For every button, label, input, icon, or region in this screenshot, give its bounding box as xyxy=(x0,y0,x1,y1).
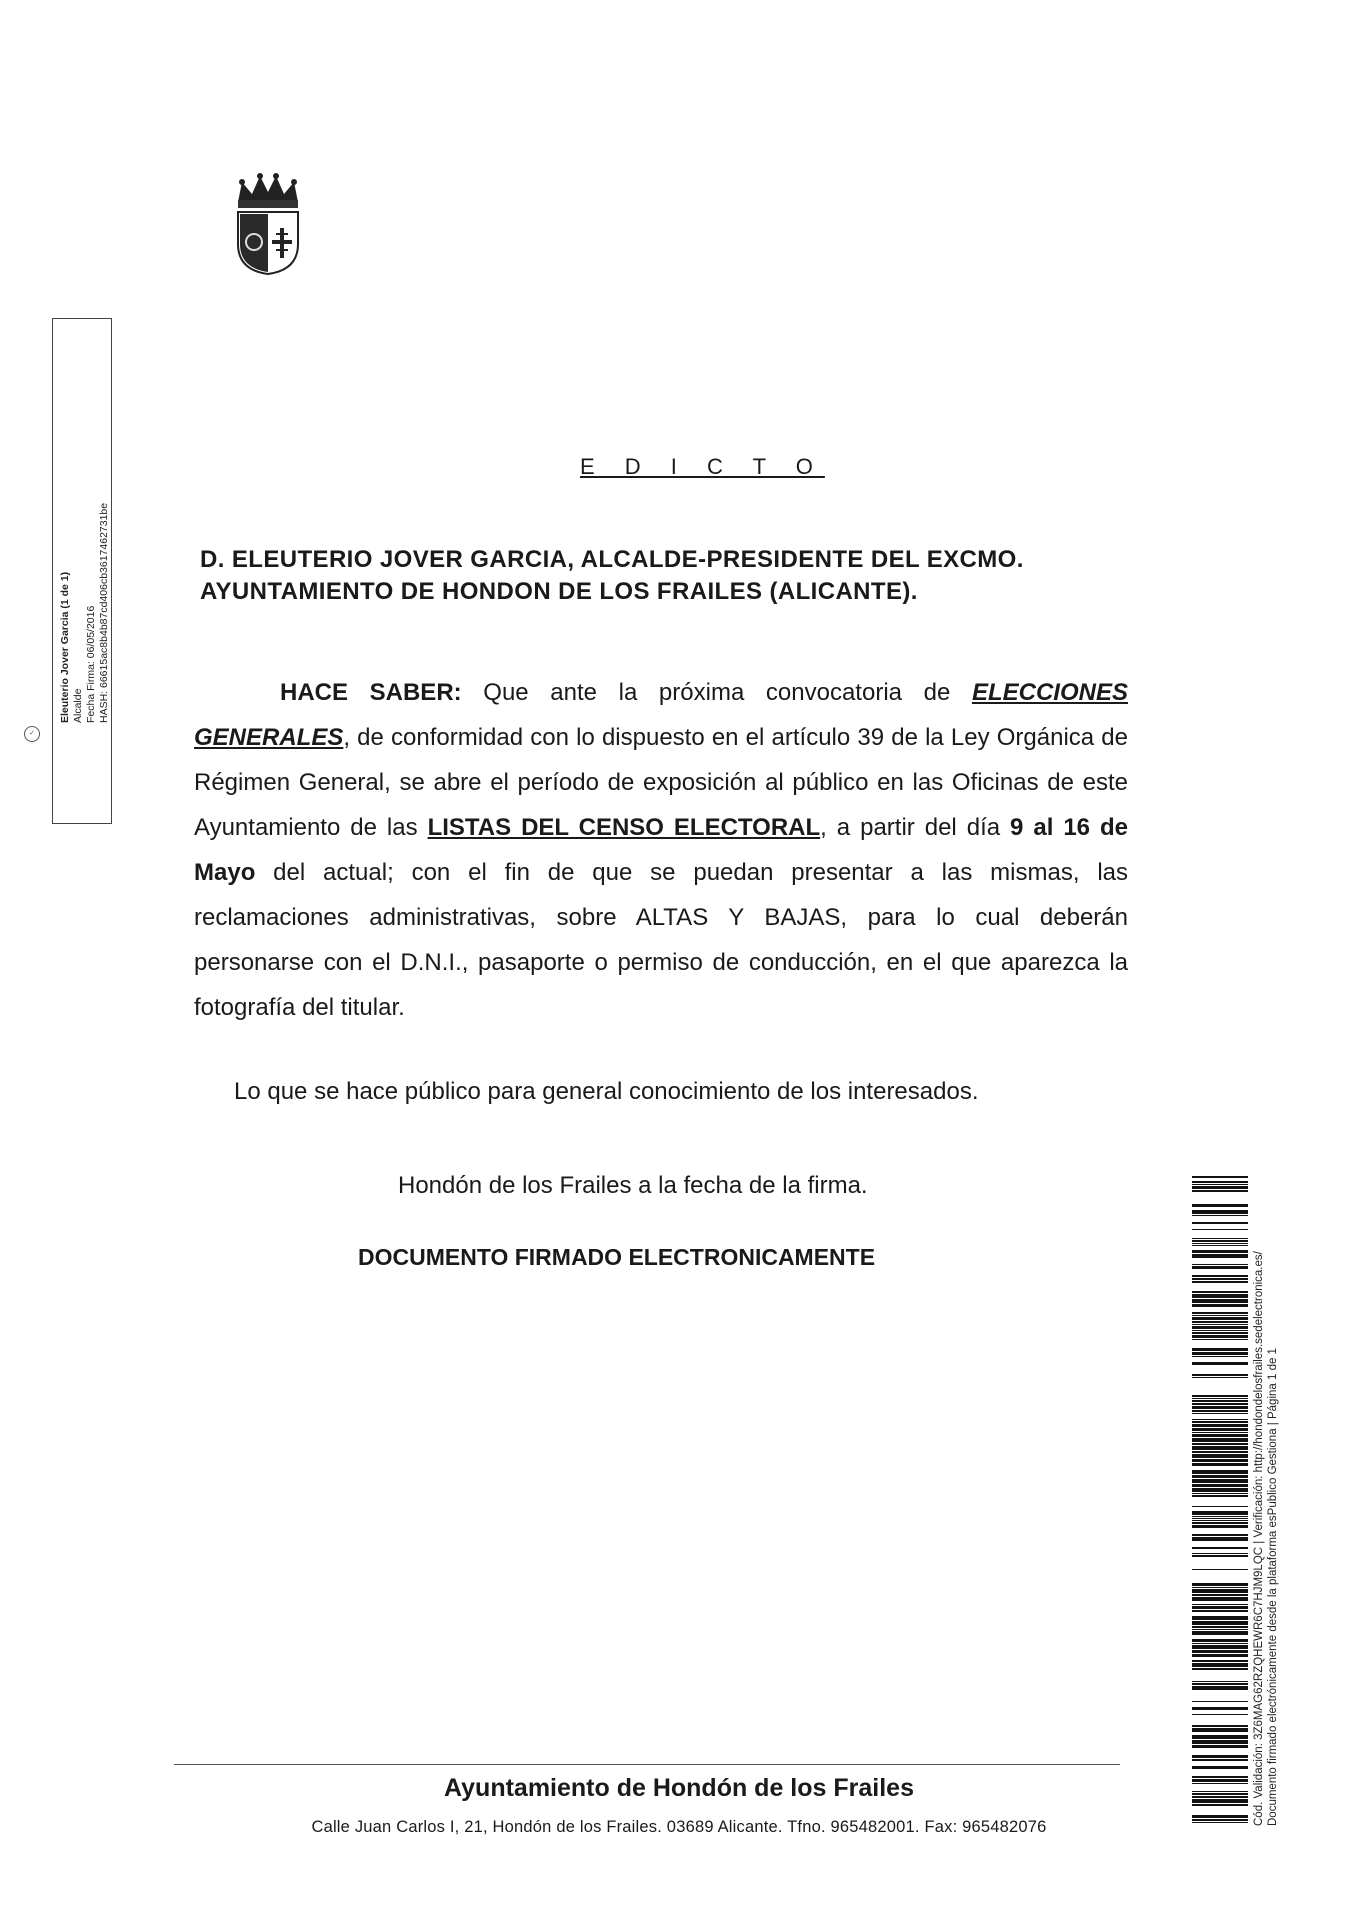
validation-line-2: Documento firmado electrónicamente desde la plataforma esPublico Gestiona | Página 1 de 1 xyxy=(1267,1348,1279,1826)
signer-name: Eleuterio Jover Garcia (1 de 1) xyxy=(59,571,71,723)
issuer-heading xyxy=(200,544,1130,608)
signature-date: Fecha Firma: 06/05/2016 xyxy=(85,605,97,723)
signed-note: DOCUMENTO FIRMADO ELECTRONICAMENTE xyxy=(358,1244,876,1270)
closing-text: Lo que se hace público para general conocimiento de los interesados. xyxy=(234,1078,979,1105)
body-elections: ELECCIONES GENERALES xyxy=(194,679,1128,751)
barcode-image xyxy=(1192,1176,1248,1826)
validation-text xyxy=(1252,1176,1292,1826)
municipal-crest-logo xyxy=(232,172,304,276)
edict-body xyxy=(194,670,1128,1030)
body-lists: LISTAS DEL CENSO ELECTORAL xyxy=(427,814,821,841)
body-text-2: , de conformidad con lo dispuesto en el artículo 39 de la Ley Orgánica de Régimen General, se abre el período de exposición al público en las Oficinas de este Ayuntamiento de las xyxy=(194,724,1128,841)
page-title: E D I C T O xyxy=(580,454,825,479)
footer-address: Calle Juan Carlos I, 21, Hondón de los Frailes. 03689 Alicante. Tfno. 965482001. Fax: 965482076 xyxy=(311,1818,1047,1836)
place-date-text: Hondón de los Frailes a la fecha de la firma. xyxy=(398,1172,868,1199)
signature-panel xyxy=(52,318,112,824)
body-lead: HACE SABER: xyxy=(280,679,462,706)
footer-organization: Ayuntamiento de Hondón de los Frailes xyxy=(444,1774,914,1802)
signer-role: Alcalde xyxy=(72,688,84,723)
body-text-4: del actual; con el fin de que se puedan presentar a las mismas, las reclamaciones administrativas, sobre ALTAS Y BAJAS, para lo cual deberán personarse con el D.N.I., pasaporte o permiso de conducción, en el que aparezca la fotografía del titular. xyxy=(194,859,1128,1021)
seal-icon: ✓ xyxy=(24,726,40,742)
body-text-1: Que ante la próxima convocatoria de xyxy=(461,679,972,706)
validation-line-1: Cód. Validación: 3Z6MAG62RZQHEWR6C7HJM9LQC | Verificación: http://hondondelosfrailes.sedelectronica.es/ xyxy=(1253,1251,1265,1826)
signature-hash: HASH: 66615ac8b4b87cd406cb3617462731be xyxy=(98,502,110,723)
body-dates: 9 al 16 de Mayo xyxy=(194,814,1128,886)
body-text-3: , a partir del día xyxy=(820,814,1011,841)
footer-divider xyxy=(174,1764,1120,1765)
issuer-line-1: D. ELEUTERIO JOVER GARCIA, ALCALDE-PRESIDENTE DEL EXCMO. xyxy=(200,546,1024,573)
issuer-line-2: AYUNTAMIENTO DE HONDON DE LOS FRAILES (ALICANTE). xyxy=(200,578,918,605)
signature-text xyxy=(59,223,117,723)
